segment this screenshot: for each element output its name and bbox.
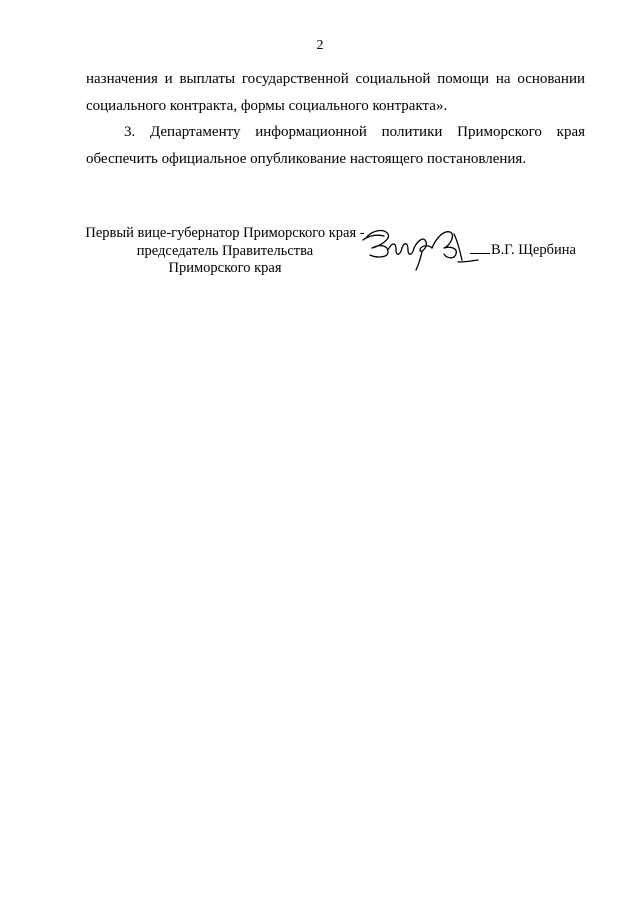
signature-line (470, 253, 490, 254)
signatory-position (80, 225, 370, 278)
signatory-name-block (470, 242, 576, 260)
document-body (86, 66, 585, 172)
signatory-position-line-1: Первый вице-губернатор Приморского края - (85, 225, 365, 241)
page-number: 2 (316, 38, 324, 53)
signatory-position-line-2: председатель Правительства (136, 242, 314, 259)
signatory-position-line-3: Приморского края (168, 260, 282, 276)
paragraph-item-3: 3. Департаменту информационной политики Приморского края обеспечить официальное опубликование настоящего постановления. (86, 124, 585, 167)
handwritten-signature (358, 212, 480, 274)
paragraph-continuation: назначения и выплаты государственной социальной помощи на основании социального контракта, формы социального контракта». (86, 71, 585, 114)
signatory-name: В.Г. Щербина (491, 242, 576, 258)
